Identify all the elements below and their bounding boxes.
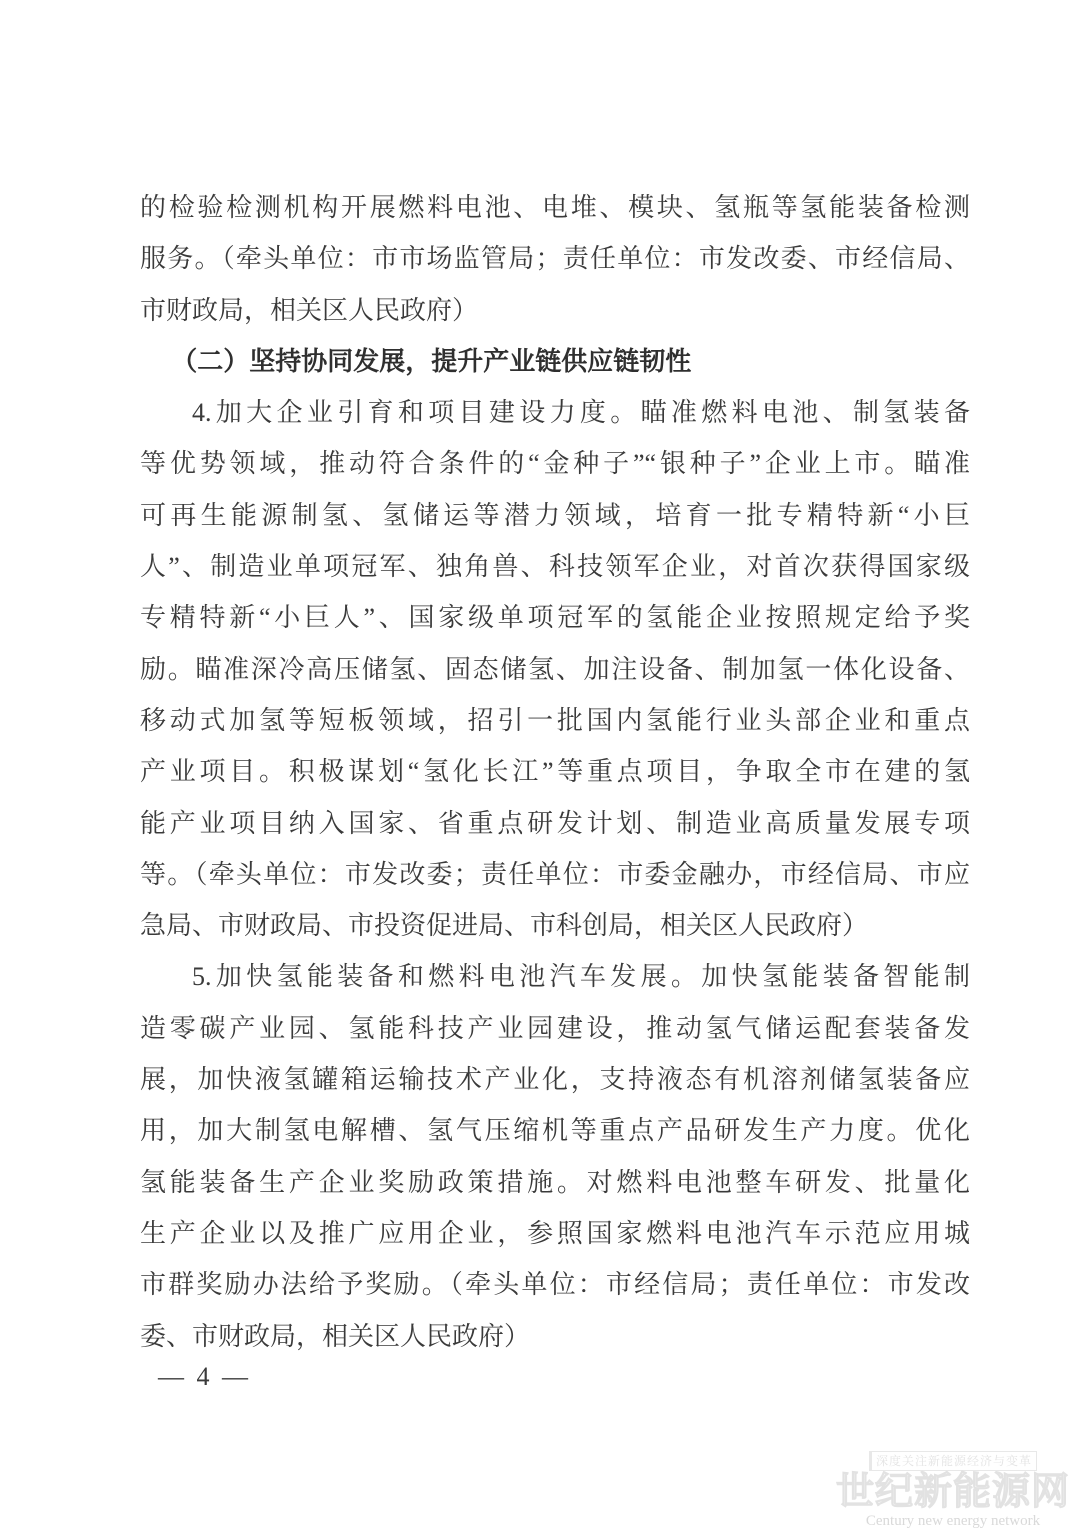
section-heading: （二）坚持协同发展，提升产业链供应链韧性 bbox=[171, 346, 692, 376]
document-line: 生产企业以及推广应用企业，参照国家燃料电池汽车示范应用城 bbox=[140, 1218, 970, 1248]
document-line: 等。（牵头单位：市发改委；责任单位：市委金融办，市经信局、市应 bbox=[140, 859, 970, 889]
watermark bbox=[828, 1451, 1078, 1530]
document-line: 5.加快氢能装备和燃料电池汽车发展。加快氢能装备智能制 bbox=[192, 962, 970, 992]
document-line: 移动式加氢等短板领域，招引一批国内氢能行业头部企业和重点 bbox=[140, 705, 970, 735]
watermark-tagline: 深度关注新能源经济与变革 bbox=[869, 1451, 1037, 1471]
watermark-site-name-en: Century new energy network bbox=[865, 1513, 1041, 1529]
document-line: 氢能装备生产企业奖励政策措施。对燃料电池整车研发、批量化 bbox=[140, 1167, 970, 1197]
document-line: 的检验检测机构开展燃料电池、电堆、模块、氢瓶等氢能装备检测 bbox=[140, 193, 970, 222]
document-line: 4.加大企业引育和项目建设力度。瞄准燃料电池、制氢装备 bbox=[192, 398, 970, 428]
document-text-block bbox=[140, 182, 970, 1362]
document-line: 委、市财政局，相关区人民政府） bbox=[140, 1321, 531, 1351]
document-line: 等优势领域，推动符合条件的“金种子”“银种子”企业上市。瞄准 bbox=[140, 449, 970, 479]
document-line: 可再生能源制氢、氢储运等潜力领域，培育一批专精特新“小巨 bbox=[140, 500, 970, 530]
page-number: — 4 — bbox=[158, 1362, 251, 1391]
document-line: 专精特新“小巨人”、国家级单项冠军的氢能企业按照规定给予奖 bbox=[140, 603, 970, 633]
document-line: 服务。（牵头单位：市市场监管局；责任单位：市发改委、市经信局、 bbox=[140, 244, 970, 274]
document-line: 能产业项目纳入国家、省重点研发计划、制造业高质量发展专项 bbox=[140, 808, 970, 838]
document-line: 急局、市财政局、市投资促进局、市科创局，相关区人民政府） bbox=[140, 911, 869, 941]
document-line: 人”、制造业单项冠军、独角兽、科技领军企业，对首次获得国家级 bbox=[140, 552, 970, 582]
document-line: 展，加快液氢罐箱运输技术产业化，支持液态有机溶剂储氢装备应 bbox=[140, 1065, 970, 1095]
document-line: 市群奖励办法给予奖励。（牵头单位：市经信局；责任单位：市发改 bbox=[140, 1270, 970, 1300]
document-line: 产业项目。积极谋划“氢化长江”等重点项目，争取全市在建的氢 bbox=[140, 757, 970, 787]
document-line: 造零碳产业园、氢能科技产业园建设，推动氢气储运配套装备发 bbox=[140, 1013, 970, 1043]
document-line: 市财政局，相关区人民政府） bbox=[140, 295, 479, 325]
document-line: 用，加大制氢电解槽、氢气压缩机等重点产品研发生产力度。优化 bbox=[140, 1116, 970, 1146]
watermark-site-name: 世纪新能源网 bbox=[835, 1471, 1070, 1513]
document-line: 励。瞄准深冷高压储氢、固态储氢、加注设备、制加氢一体化设备、 bbox=[140, 654, 970, 684]
